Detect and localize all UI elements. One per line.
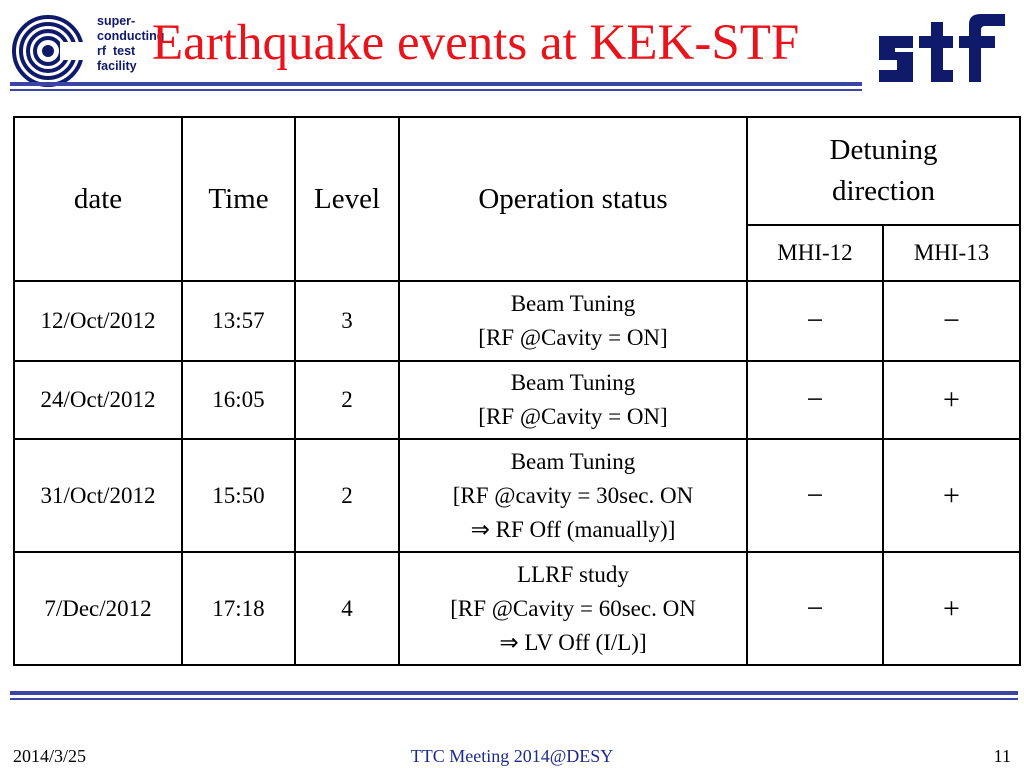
operation-line: [RF @Cavity = ON]: [478, 325, 668, 350]
cell-date: 24/Oct/2012: [14, 361, 182, 439]
cell-mhi-13: +: [883, 439, 1020, 552]
logo-line-2: conducting: [97, 29, 165, 43]
title-divider: [10, 82, 862, 91]
operation-line: Beam Tuning: [510, 291, 636, 316]
cell-time: 17:18: [182, 552, 295, 665]
facility-logo: [10, 12, 165, 92]
header-detuning-direction: [747, 117, 1020, 225]
cell-level: 2: [295, 439, 399, 552]
cell-time: 13:57: [182, 281, 295, 361]
footer-date: 2014/3/25: [13, 746, 87, 766]
earthquake-events-table: [13, 116, 1021, 666]
operation-line: ⇒ RF Off (manually)]: [470, 516, 676, 542]
cell-mhi-12: −: [747, 439, 883, 552]
header-time: Time: [182, 117, 295, 281]
stf-logo-icon: [875, 12, 1010, 92]
cell-mhi-12: −: [747, 552, 883, 665]
table-row: [14, 281, 1020, 361]
operation-line: ⇒ LV Off (I/L)]: [499, 629, 647, 655]
cell-level: 4: [295, 552, 399, 665]
cell-mhi-13: +: [883, 361, 1020, 439]
logo-line-4: facility: [97, 59, 137, 73]
cell-time: 16:05: [182, 361, 295, 439]
page-number: 11: [993, 746, 1011, 766]
footer-event: TTC Meeting 2014@DESY: [410, 746, 614, 766]
header-mhi-12: MHI-12: [747, 225, 883, 281]
cell-mhi-13: +: [883, 552, 1020, 665]
operation-line: Beam Tuning: [510, 448, 636, 474]
cell-date: 7/Dec/2012: [14, 552, 182, 665]
logo-line-3: rf test: [97, 44, 136, 58]
cell-mhi-13: −: [883, 281, 1020, 361]
cell-mhi-12: −: [747, 361, 883, 439]
logo-line-1: super-: [97, 14, 136, 28]
table-row: [14, 552, 1020, 665]
operation-line: [RF @cavity = 30sec. ON: [452, 482, 694, 508]
cell-level: 3: [295, 281, 399, 361]
stf-logo: [875, 12, 1010, 97]
operation-line: [RF @Cavity = ON]: [478, 404, 668, 429]
operation-line: Beam Tuning: [510, 370, 636, 395]
cell-operation-status: [399, 281, 747, 361]
cell-date: 12/Oct/2012: [14, 281, 182, 361]
header-operation-status: Operation status: [399, 117, 747, 281]
table-row: [14, 439, 1020, 552]
cell-mhi-12: −: [747, 281, 883, 361]
concentric-rings-icon: [10, 12, 90, 90]
cell-date: 31/Oct/2012: [14, 439, 182, 552]
header-date: date: [14, 117, 182, 281]
header-level: Level: [295, 117, 399, 281]
cell-operation-status: [399, 439, 747, 552]
cell-time: 15:50: [182, 439, 295, 552]
header-mhi-13: MHI-13: [883, 225, 1020, 281]
operation-line: [RF @Cavity = 60sec. ON: [450, 595, 696, 621]
header-detuning-label: Detuning direction: [829, 134, 938, 207]
cell-level: 2: [295, 361, 399, 439]
table-row: [14, 361, 1020, 439]
cell-operation-status: [399, 361, 747, 439]
slide-title: Earthquake events at KEK-STF: [152, 15, 800, 71]
footer-divider: [10, 691, 1018, 700]
operation-line: LLRF study: [517, 561, 629, 587]
cell-operation-status: [399, 552, 747, 665]
